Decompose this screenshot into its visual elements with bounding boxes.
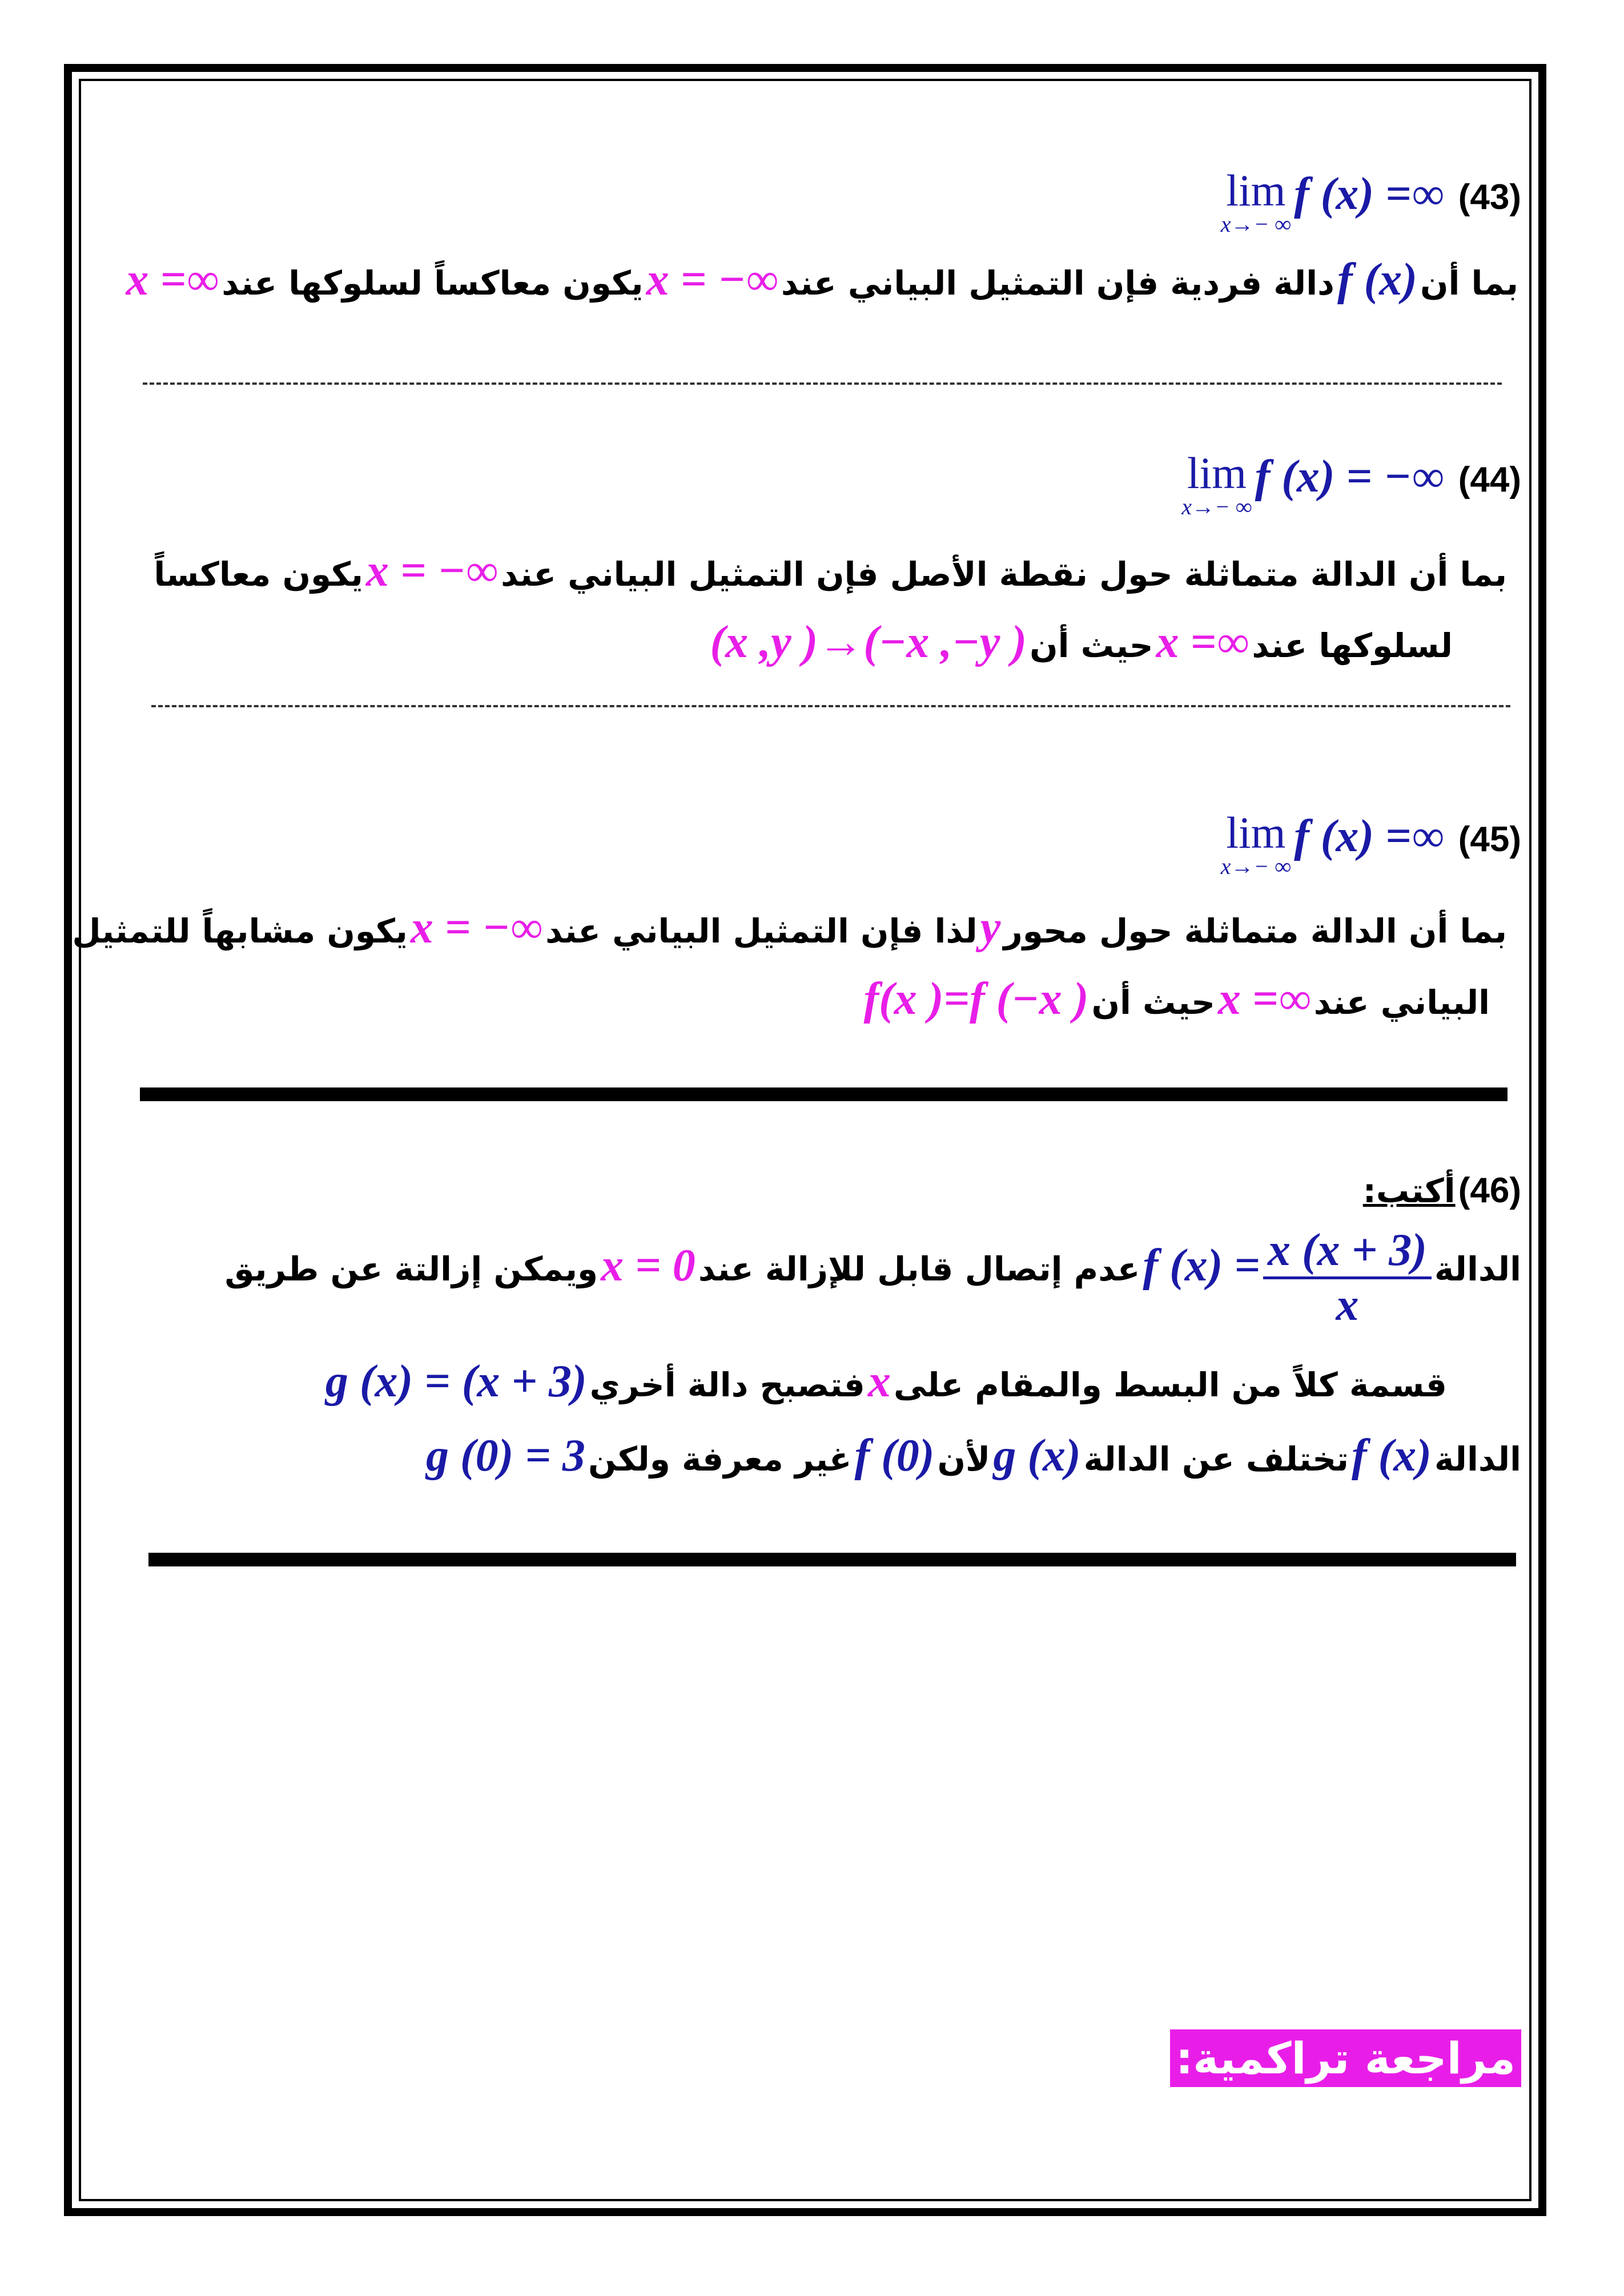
text: قسمة كلاً من البسط والمقام على <box>894 1365 1447 1404</box>
math-gx: g (x) <box>993 1431 1081 1481</box>
text: الدالة <box>1434 1250 1521 1288</box>
q43-number: (43) <box>1458 178 1521 217</box>
math-y: y <box>980 903 1001 953</box>
q44-number: (44) <box>1458 460 1521 500</box>
text: بما أن <box>1420 264 1518 303</box>
q43-lim <box>1221 168 1291 236</box>
text: حيث أن <box>1091 983 1215 1022</box>
q44-heading <box>1181 448 1521 519</box>
lim-word: lim <box>1187 448 1247 498</box>
review-badge: مراجعة تراكمية: <box>1170 2029 1521 2087</box>
q45-lim <box>1220 808 1291 879</box>
q43-heading <box>1221 168 1521 236</box>
text: يكون معاكساً لسلوكها عند <box>222 264 644 303</box>
numerator: x (x + 3) <box>1263 1224 1432 1279</box>
text: تختلف عن الدالة <box>1083 1440 1349 1479</box>
text: حيث أن <box>1030 626 1153 665</box>
text: غير معرفة ولكن <box>588 1440 852 1479</box>
lim-word: lim <box>1226 808 1286 857</box>
text: يكون مشابهاً للتمثيل <box>72 912 408 950</box>
math-x-neg-inf: x = −∞ <box>646 255 778 305</box>
q46-title: أكتب: <box>1362 1171 1456 1210</box>
page-border-inner <box>79 79 1531 2201</box>
math-point-mapping: (x ,y )→(−x ,−y ) <box>710 617 1027 667</box>
text: ويمكن إزالتة عن طريق <box>224 1250 598 1288</box>
q44-lim-expr: f (x) = −∞ <box>1255 452 1444 502</box>
section-divider <box>148 1553 1516 1566</box>
section-divider <box>140 1087 1508 1101</box>
math-fx: f (x) <box>1337 255 1417 305</box>
text: بما أن الدالة متماثلة حول محور <box>1003 912 1507 950</box>
text: يكون معاكساً <box>154 555 363 594</box>
math-x-inf: x =∞ <box>1156 617 1249 667</box>
math-f0: f (0) <box>854 1431 935 1481</box>
q43-line-1 <box>126 254 1518 306</box>
fraction <box>1263 1224 1432 1331</box>
q46-line-2 <box>325 1356 1447 1408</box>
q44-line-1 <box>154 545 1507 597</box>
q45-line-1 <box>72 902 1507 954</box>
q44-line-2 <box>710 617 1453 668</box>
text: البياني عند <box>1313 983 1490 1022</box>
q46-line-3 <box>426 1430 1521 1482</box>
math-gx: g (x) = (x + 3) <box>325 1356 587 1407</box>
q45-lim-expr: f (x) =∞ <box>1294 811 1444 861</box>
q43-lim-expr: f (x) =∞ <box>1294 169 1444 219</box>
text: لذا فإن التمثيل البياني عند <box>545 912 978 950</box>
math-x-neg-inf: x = −∞ <box>365 546 499 596</box>
text: الدالة <box>1434 1440 1521 1479</box>
q46-heading <box>1363 1170 1521 1211</box>
math-fx: f (x) <box>1351 1431 1432 1481</box>
q45-heading <box>1220 808 1521 879</box>
math-g0: g (0) = 3 <box>426 1431 585 1481</box>
dashed-divider <box>151 705 1510 707</box>
text: لأن <box>937 1440 991 1479</box>
math-fx-eq: f (x) = <box>1143 1240 1260 1291</box>
text: عدم إتصال قابل للإزالة عند <box>698 1250 1140 1288</box>
lim-subscript: x→− ∞ <box>1181 494 1252 519</box>
text: لسلوكها عند <box>1252 626 1453 665</box>
text: بما أن الدالة متماثلة حول نقطة الأصل فإن التمثيل البياني عند <box>501 555 1507 594</box>
math-even-function: f(x )=f (−x ) <box>863 974 1089 1024</box>
q44-lim <box>1181 448 1252 519</box>
lim-word: lim <box>1226 166 1286 215</box>
q46-number: (46) <box>1458 1171 1521 1210</box>
q45-number: (45) <box>1458 820 1521 859</box>
math-x-inf: x =∞ <box>126 255 219 305</box>
denominator: x <box>1336 1280 1359 1330</box>
math-x-zero: x = 0 <box>601 1240 696 1291</box>
q46-line-1 <box>225 1224 1522 1331</box>
math-x-neg-inf: x = −∞ <box>410 903 542 953</box>
math-x-inf: x =∞ <box>1218 974 1311 1024</box>
lim-subscript: x→− ∞ <box>1220 211 1291 237</box>
text: فتصبح دالة أخري <box>589 1365 865 1404</box>
dashed-divider <box>143 382 1502 385</box>
fraction-expr <box>1143 1224 1431 1331</box>
text: دالة فردية فإن التمثيل البياني عند <box>781 264 1334 303</box>
lim-subscript: x→− ∞ <box>1220 853 1291 879</box>
math-x: x <box>867 1356 891 1407</box>
q45-line-2 <box>863 973 1490 1025</box>
